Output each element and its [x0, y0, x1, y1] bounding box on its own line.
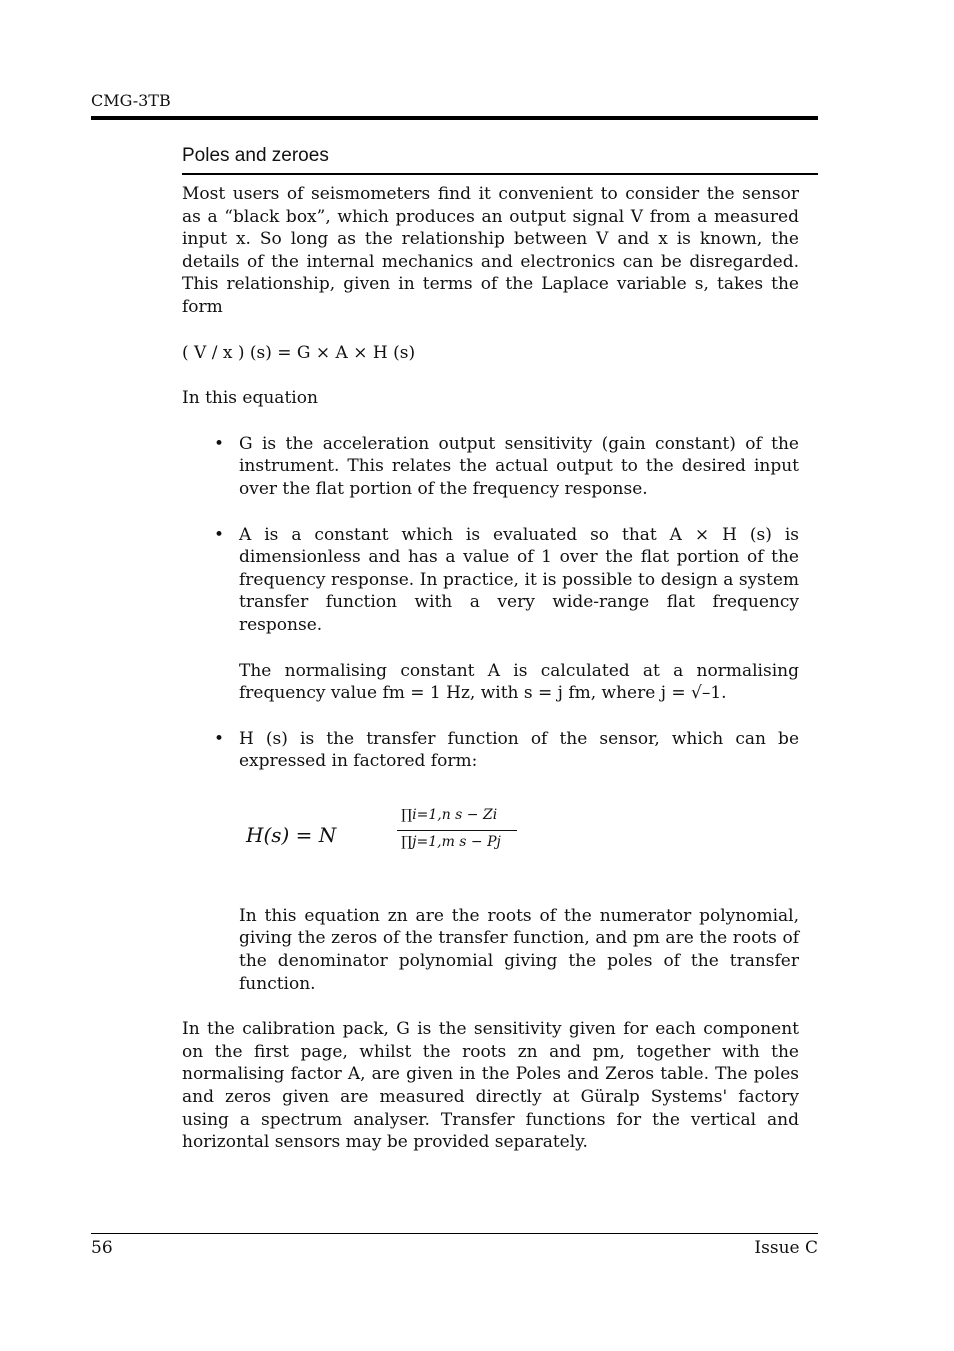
transfer-equation: ( V / x ) (s) = G × A × H (s): [182, 342, 416, 363]
list-item-g: [182, 433, 799, 501]
footer-rule: [91, 1233, 818, 1234]
list-item-h: [182, 728, 799, 773]
body-content: [182, 183, 799, 1154]
bullet: •: [214, 433, 225, 454]
definition-list: [182, 433, 799, 773]
bullet-h-text: H (s) is the transfer function of the sensor, which can be expressed in factored form:: [239, 728, 799, 772]
list-item-a: [182, 524, 799, 705]
header-rule: [91, 116, 818, 120]
page-number: 56: [91, 1238, 113, 1258]
formula-lhs: H(s) = N: [246, 822, 337, 847]
issue-label: Issue C: [754, 1238, 818, 1258]
bullet: •: [214, 728, 225, 749]
bullet: •: [214, 524, 225, 545]
roots-paragraph: In this equation zn are the roots of the numerator polynomial, giving the zeros of the transfer function, and pm are the roots of the denominator polynomial giving the poles of the transfer function.: [239, 905, 799, 994]
intro-paragraph: Most users of seismometers find it convenient to consider the sensor as a “black box”, which produces an output signal V from a measured input x. So long as the relationship between V and x is known, the details of the internal mechanics and electronics can be disregarded. This relationship, given in terms of the Laplace variable s, takes the form: [182, 184, 799, 317]
calibration-paragraph: In the calibration pack, G is the sensitivity given for each component on the first page, whilst the roots zn and pm, together with the normalising factor A, are given in the Poles and Zeros table. The poles and zeros given are measured directly at Güralp Systems' factory using a spectrum analyser. Transfer functions for the vertical and horizontal sensors may be provided separately.: [182, 1019, 799, 1153]
normalising-paragraph: The normalising constant A is calculated at a normalising frequency value fm = 1 Hz, with s = j fm, where j = √–1.: [239, 660, 799, 704]
formula-numerator: ∏i=1,n s − Zi: [401, 806, 498, 823]
formula-denominator: ∏j=1,m s − Pj: [401, 833, 501, 850]
running-header: CMG-3TB: [91, 91, 171, 110]
bullet-a-text: A is a constant which is evaluated so that A × H (s) is dimensionless and has a value of 1 over the flat portion of the frequency response. In practice, it is possible to design a system transfer function with a very wide-range flat frequency response.: [239, 524, 799, 635]
in-this-equation: In this equation: [182, 388, 318, 409]
transfer-function-formula: [239, 796, 799, 882]
section-title: Poles and zeroes: [182, 145, 329, 166]
section-rule: [182, 173, 818, 175]
bullet-g-text: G is the acceleration output sensitivity (gain constant) of the instrument. This relates the actual output to the desired input over the flat portion of the frequency response.: [239, 433, 799, 499]
